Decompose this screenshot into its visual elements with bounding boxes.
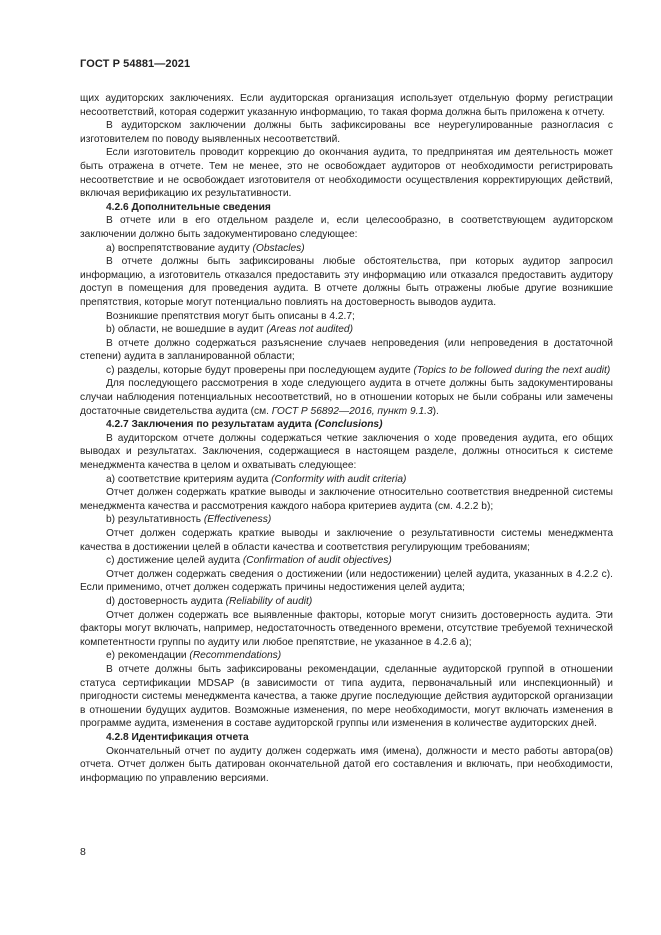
paragraph: Отчет должен содержать сведения о достижении (или недостижении) целей аудита, указанных в 4.2.2 c). Если применимо, отчет должен содержать причины недостижения целей аудита; xyxy=(80,568,613,594)
paragraph: В отчете должны быть зафиксированы любые обстоятельства, при которых аудитор запросил информацию, а изготовитель отказался предоставить эту информацию или отказался предоставить аудитору доступ в помещения для проведения аудита. В отчете должны быть отражены любые другие возникшие препятствия, которые могут потенциально повлиять на достоверность выводов аудита. xyxy=(80,256,613,308)
paragraph: В аудиторском отчете должны содержаться четкие заключения о ходе проведения аудита, его общих выводах и результатах. Заключения, содержащиеся в настоящем разделе, должны относиться к системе менеджмента качества в целом и охватывать следующее: xyxy=(80,432,613,472)
list-item-areas-not-audited: b) области, не вошедшие в аудит (Areas not audited) xyxy=(106,324,353,336)
paragraph: Для последующего рассмотрения в ходе следующего аудита в отчете должны быть задокументированы случаи наблюдения потенциальных несоответствий, но в отношении которых не были собраны или замечены достаточные свидетельства аудита (см. ГОСТ Р 56892—2016, пункт 9.1.3). xyxy=(80,378,613,417)
list-item-confirmation: c) достижение целей аудита (Confirmation of audit objectives) xyxy=(106,555,392,567)
list-item-topics-followed: c) разделы, которые будут проверены при последующем аудите (Topics to be followed during the next audit) xyxy=(106,364,611,376)
paragraph: Отчет должен содержать все выявленные факторы, которые могут снизить достоверность аудита. Эти факторы могут включать, например, недостаточность отведенного времени, отсутствие требуемой технической компетентности группы по аудиту или любое препятствие, не указанное в 4.2.6 a); xyxy=(80,609,613,648)
paragraph: Отчет должен содержать краткие выводы и заключение относительно соответствия внедренной системы менеджмента качества и рассмотрения каждого набора критериев аудита (см. 4.2.2 b); xyxy=(80,487,613,512)
paragraph: В отчете должно содержаться разъяснение случаев непроведения (или непроведения в достаточной степени) аудита в запланированной области; xyxy=(80,337,613,363)
paragraph: Окончательный отчет по аудиту должен содержать имя (имена), должности и место работы автора(ов) отчета. Отчет должен быть датирован окончательной датой его составления и включать, при необходимости, информацию по управлению версиями. xyxy=(80,745,613,784)
list-item-recommendations: e) рекомендации (Recommendations) xyxy=(106,650,282,662)
section-heading-4-2-6: 4.2.6 Дополнительные сведения xyxy=(106,201,271,213)
paragraph: Отчет должен содержать краткие выводы и заключение о результативности системы менеджмента качества в достижении целей в области качества и соответствия регулирующим требованиям; xyxy=(80,528,613,553)
list-item-effectiveness: b) результативность (Effectiveness) xyxy=(106,514,272,526)
paragraph: Если изготовитель проводит коррекцию до окончания аудита, то предпринятая им деятельность может быть отражена в отчете. Тем не менее, это не освобождает аудиторов от необходимости регистрировать несоответствие и не освобождает изготовителя от необходимости осуществления корректирующих действий, включая верификацию их результативности. xyxy=(80,147,613,200)
section-heading-4-2-7: 4.2.7 Заключения по результатам аудита (Conclusions) xyxy=(106,419,383,431)
document-body xyxy=(80,92,613,785)
section-heading-4-2-8: 4.2.8 Идентификация отчета xyxy=(106,731,249,743)
paragraph: В отчете или в его отдельном разделе и, если целесообразно, в соответствующем аудиторском заключении должно быть задокументировано следующее: xyxy=(80,215,613,240)
paragraph: В аудиторском заключении должны быть зафиксированы все неурегулированные разногласия с изготовителем по поводу выявленных несоответствий. xyxy=(80,120,613,145)
list-item-obstacles: a) воспрепятствование аудиту (Obstacles) xyxy=(106,242,305,254)
paragraph: Возникшие препятствия могут быть описаны в 4.2.7; xyxy=(106,310,355,322)
page-number: 8 xyxy=(80,846,86,858)
list-item-reliability: d) достоверность аудита (Reliability of audit) xyxy=(106,595,313,607)
paragraph: щих аудиторских заключениях. Если аудиторская организация использует отдельную форму регистрации несоответствий, которая содержит указанную информацию, то такая форма должна быть приложена к отчету. xyxy=(80,93,613,118)
list-item-conformity: a) соответствие критериям аудита (Conformity with audit criteria) xyxy=(106,473,407,485)
paragraph: В отчете должны быть зафиксированы рекомендации, сделанные аудиторской группой в отношении статуса сертификации MDSAP (в зависимости от типа аудита, первоначальный или инспекционный) и пригодности системы менеджмента качества, а также другие последующие действия аудиторской организации в отношении будущих аудитов. Возможные изменения, по мере необходимости, могут включать изменения в программе аудита, изменения в составе аудиторской группы или изменения в количестве аудиторских дней. xyxy=(80,663,613,730)
document-header: ГОСТ Р 54881—2021 xyxy=(80,58,191,70)
